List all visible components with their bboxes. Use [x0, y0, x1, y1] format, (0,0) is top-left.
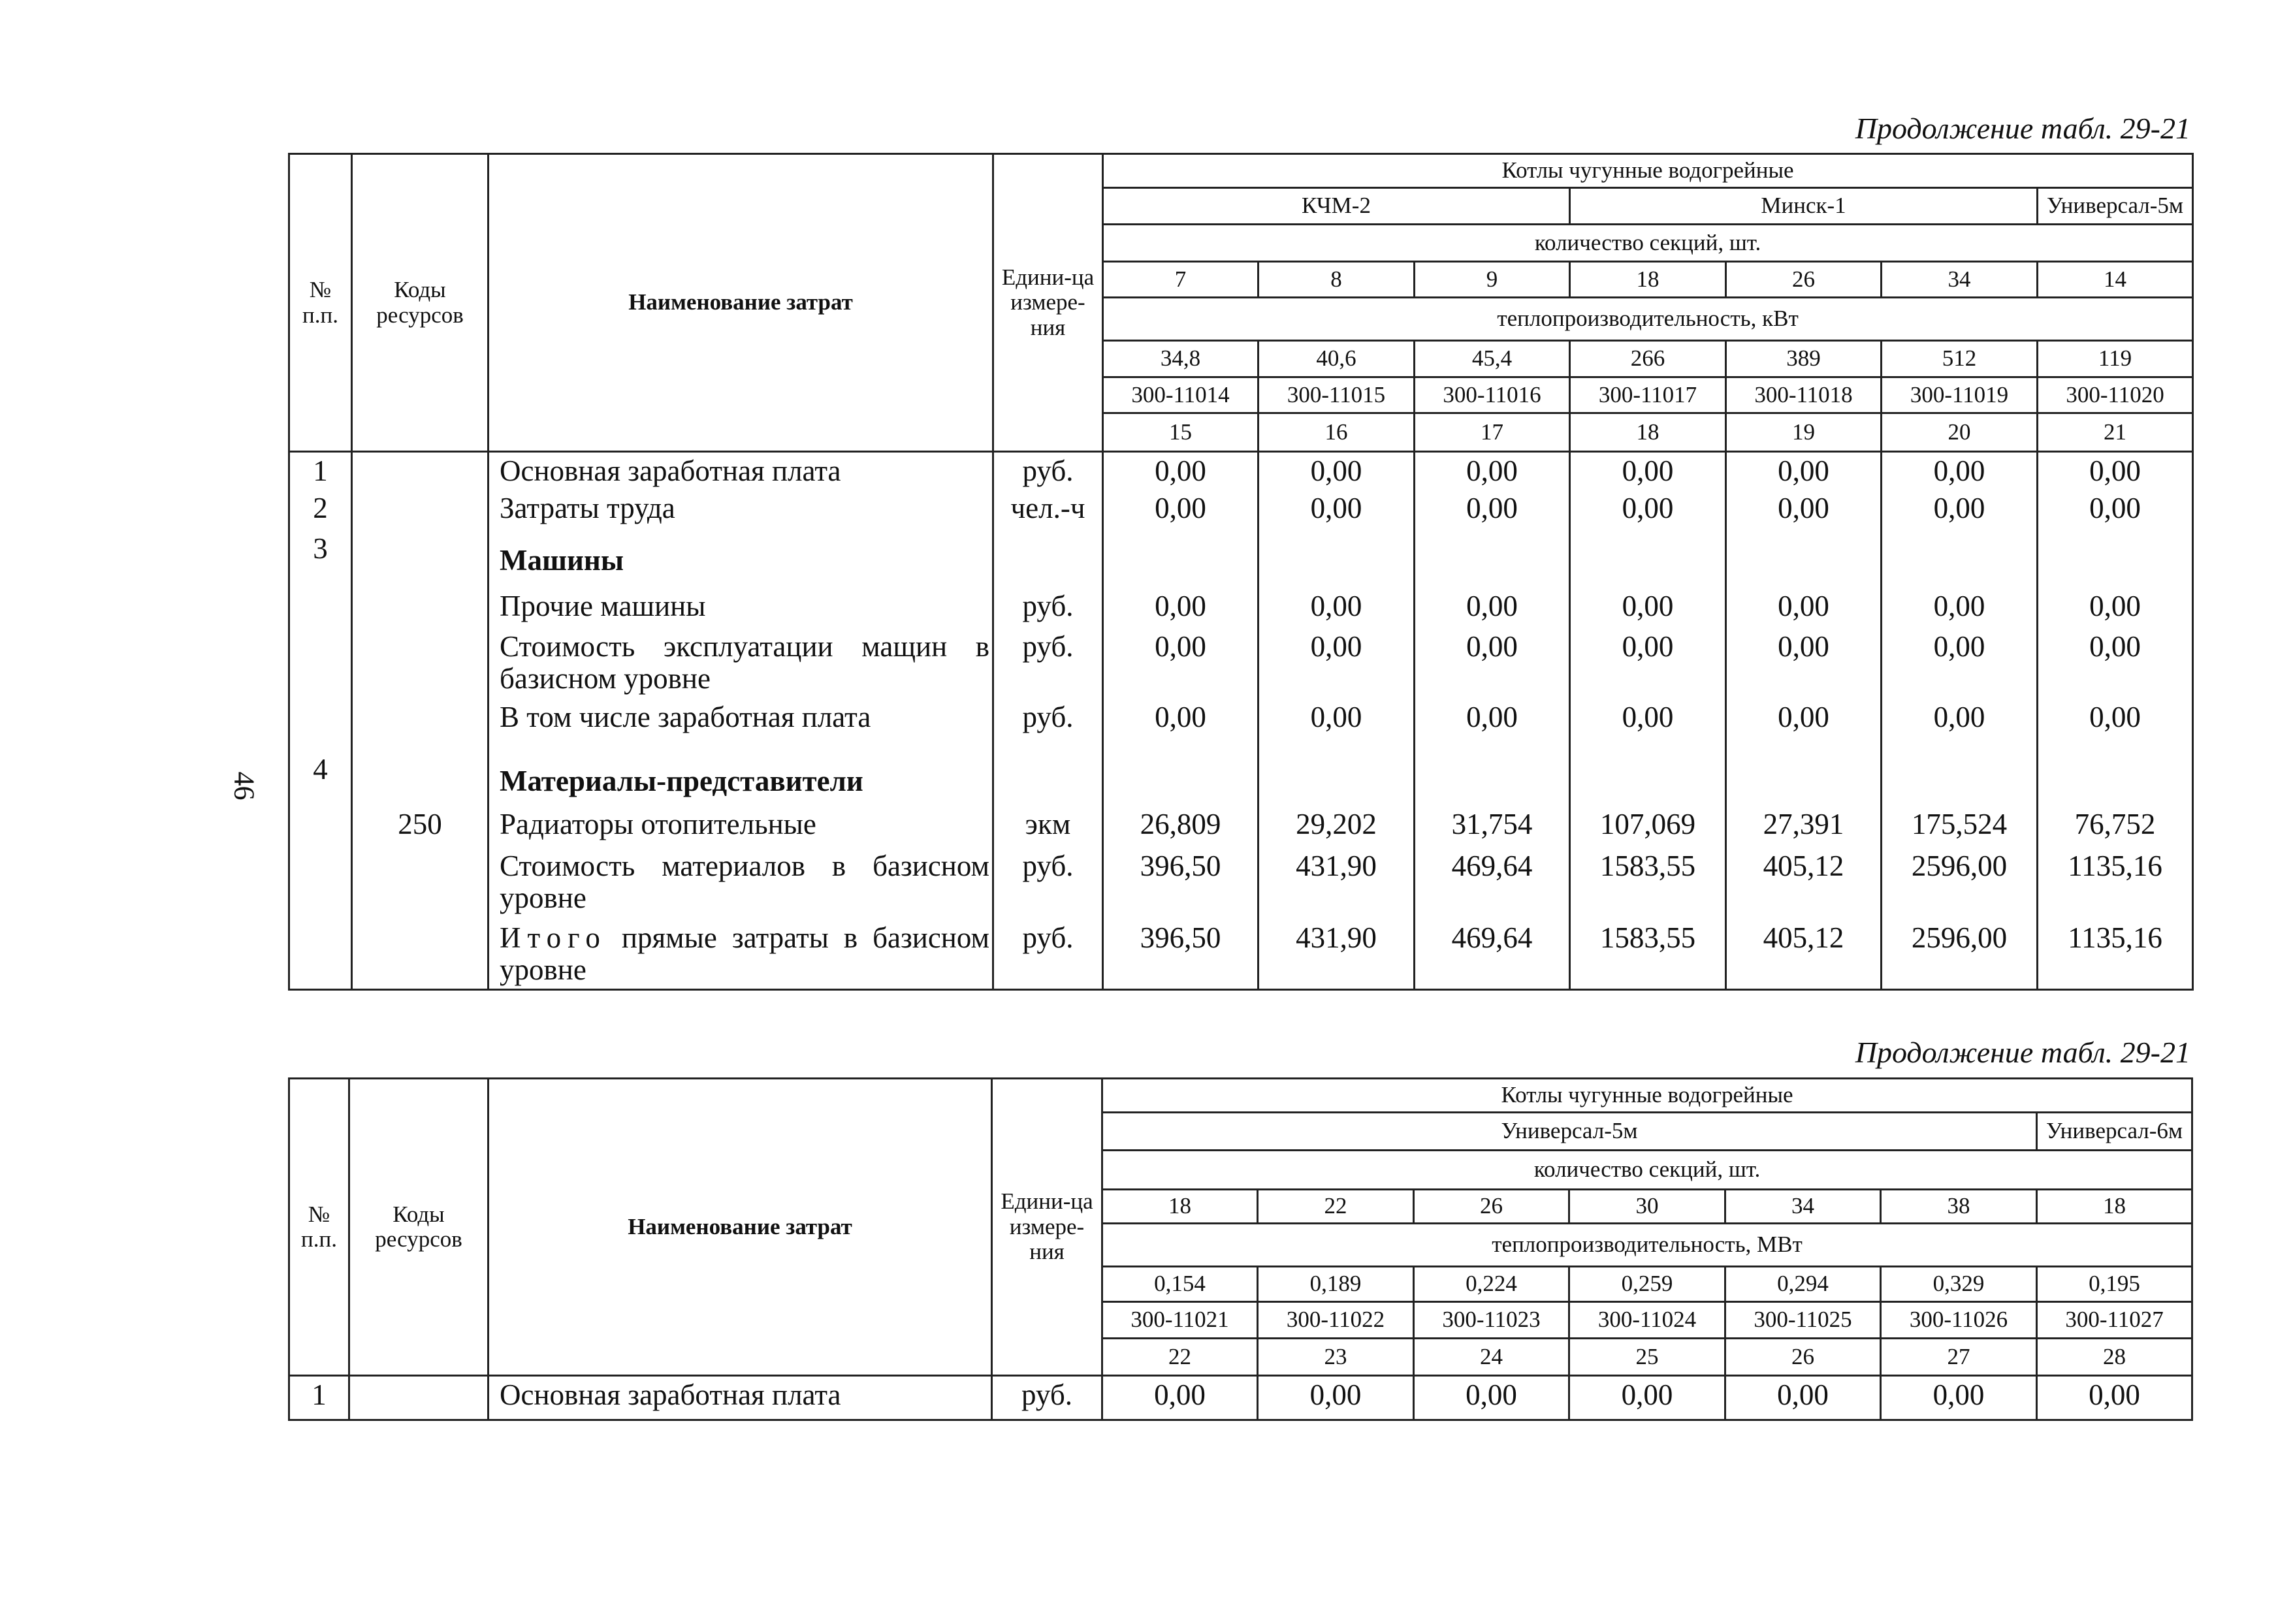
power-value: 40,6 — [1259, 341, 1415, 377]
row-resource-code — [352, 751, 489, 806]
resource-code: 300-11022 — [1258, 1302, 1414, 1339]
row-value: 1583,55 — [1570, 848, 1726, 919]
row-value: 0,00 — [1726, 699, 1882, 751]
row-value: 0,00 — [1881, 1376, 2037, 1420]
row-value: 0,00 — [1882, 490, 2038, 530]
row-value: 0,00 — [2038, 699, 2193, 751]
table-row — [289, 490, 2193, 530]
header-power: теплопроизводительность, кВт — [1103, 298, 2193, 341]
table-row — [289, 452, 2193, 490]
row-value — [2038, 530, 2193, 588]
row-value: 0,00 — [1726, 628, 1882, 699]
row-value: 0,00 — [1570, 490, 1726, 530]
row-unit: руб. — [993, 588, 1103, 628]
cost-table-1 — [288, 153, 2194, 991]
table-row — [289, 1376, 2192, 1420]
row-value: 0,00 — [1725, 1376, 1881, 1420]
row-value: 2596,00 — [1882, 848, 2038, 919]
row-unit: чел.-ч — [993, 490, 1103, 530]
sections-value: 26 — [1726, 262, 1882, 298]
row-number: 1 — [289, 1376, 349, 1420]
column-number: 16 — [1259, 413, 1415, 452]
row-value — [1259, 751, 1415, 806]
row-resource-code — [352, 588, 489, 628]
row-value: 0,00 — [1726, 588, 1882, 628]
row-value: 0,00 — [2038, 452, 2193, 490]
column-number: 24 — [1414, 1339, 1569, 1376]
row-value — [1882, 530, 2038, 588]
sections-value: 34 — [1882, 262, 2038, 298]
row-name: Затраты труда — [489, 490, 993, 530]
row-name: Радиаторы отопительные — [489, 806, 993, 848]
sections-value: 7 — [1103, 262, 1259, 298]
row-value — [1103, 751, 1259, 806]
sections-value: 8 — [1259, 262, 1415, 298]
header-sections: количество секций, шт. — [1103, 225, 2193, 262]
sections-value: 18 — [2037, 1190, 2192, 1224]
column-number: 23 — [1258, 1339, 1414, 1376]
row-value: 107,069 — [1570, 806, 1726, 848]
row-resource-code — [352, 452, 489, 490]
row-value: 0,00 — [1882, 699, 2038, 751]
header-power: теплопроизводительность, МВт — [1102, 1224, 2192, 1267]
row-value: 0,00 — [1103, 699, 1259, 751]
header-unit: Едини-ца измере-ния — [993, 154, 1103, 452]
row-value: 0,00 — [1259, 490, 1415, 530]
resource-code: 300-11025 — [1725, 1302, 1881, 1339]
row-number: 2 — [289, 490, 352, 530]
header-group: Котлы чугунные водогрейные — [1103, 154, 2193, 188]
row-resource-code: 250 — [352, 806, 489, 848]
row-resource-code — [349, 1376, 489, 1420]
column-number: 22 — [1102, 1339, 1258, 1376]
model-universal5m: Универсал-5м — [1102, 1113, 2037, 1151]
power-value: 45,4 — [1415, 341, 1570, 377]
sections-value: 22 — [1258, 1190, 1414, 1224]
power-value: 119 — [2038, 341, 2193, 377]
row-value: 0,00 — [2038, 628, 2193, 699]
table-row — [289, 699, 2193, 751]
row-value: 396,50 — [1103, 919, 1259, 990]
power-value: 0,259 — [1569, 1267, 1725, 1302]
row-number — [289, 628, 352, 699]
row-value: 0,00 — [2037, 1376, 2192, 1420]
model-minsk1: Минск-1 — [1570, 188, 2038, 225]
row-value: 76,752 — [2038, 806, 2193, 848]
row-value: 0,00 — [1415, 699, 1570, 751]
row-unit — [993, 751, 1103, 806]
row-name: Итого прямые затраты в базисном уровне — [489, 919, 993, 990]
row-value: 396,50 — [1103, 848, 1259, 919]
model-universal5m: Универсал-5м — [2038, 188, 2193, 225]
table-row — [289, 530, 2193, 588]
row-value: 1135,16 — [2038, 848, 2193, 919]
row-value — [1570, 751, 1726, 806]
column-number: 20 — [1882, 413, 2038, 452]
resource-code: 300-11015 — [1259, 377, 1415, 413]
row-value: 405,12 — [1726, 919, 1882, 990]
row-value: 2596,00 — [1882, 919, 2038, 990]
row-resource-code — [352, 490, 489, 530]
column-number: 19 — [1726, 413, 1882, 452]
row-resource-code — [352, 919, 489, 990]
row-value — [1726, 751, 1882, 806]
header-name: Наименование затрат — [489, 154, 993, 452]
cost-table-2 — [288, 1077, 2193, 1421]
column-number: 15 — [1103, 413, 1259, 452]
row-value: 0,00 — [1726, 490, 1882, 530]
table-row — [289, 848, 2193, 919]
column-number: 27 — [1881, 1339, 2037, 1376]
row-number — [289, 919, 352, 990]
row-value: 0,00 — [1415, 588, 1570, 628]
resource-code: 300-11016 — [1415, 377, 1570, 413]
row-value: 0,00 — [1570, 452, 1726, 490]
row-number: 3 — [289, 530, 352, 588]
table-row — [289, 588, 2193, 628]
row-value — [1415, 530, 1570, 588]
row-value: 0,00 — [1726, 452, 1882, 490]
row-number — [289, 588, 352, 628]
header-codes: Коды ресурсов — [349, 1079, 489, 1376]
resource-code: 300-11017 — [1570, 377, 1726, 413]
row-value — [1726, 530, 1882, 588]
row-value: 0,00 — [1258, 1376, 1414, 1420]
resource-code: 300-11027 — [2037, 1302, 2192, 1339]
resource-code: 300-11023 — [1414, 1302, 1569, 1339]
row-value: 0,00 — [1415, 490, 1570, 530]
column-number: 25 — [1569, 1339, 1725, 1376]
row-name: Основная заработная плата — [489, 452, 993, 490]
power-value: 34,8 — [1103, 341, 1259, 377]
row-value: 0,00 — [1259, 699, 1415, 751]
column-number: 18 — [1570, 413, 1726, 452]
row-value: 1583,55 — [1570, 919, 1726, 990]
row-resource-code — [352, 848, 489, 919]
row-value: 0,00 — [1415, 452, 1570, 490]
power-value: 0,189 — [1258, 1267, 1414, 1302]
row-value: 31,754 — [1415, 806, 1570, 848]
resource-code: 300-11020 — [2038, 377, 2193, 413]
sections-value: 38 — [1881, 1190, 2037, 1224]
header-codes: Коды ресурсов — [352, 154, 489, 452]
row-value: 469,64 — [1415, 848, 1570, 919]
row-value: 0,00 — [2038, 490, 2193, 530]
header-unit: Едини-ца измере-ния — [992, 1079, 1102, 1376]
table-row — [289, 751, 2193, 806]
row-number — [289, 806, 352, 848]
row-name: Стоимость эксплуатации мащин в базисном уровне — [489, 628, 993, 699]
row-resource-code — [352, 699, 489, 751]
row-value: 0,00 — [1569, 1376, 1725, 1420]
sections-value: 18 — [1102, 1190, 1258, 1224]
row-value — [1570, 530, 1726, 588]
row-unit: руб. — [992, 1376, 1102, 1420]
column-number: 28 — [2037, 1339, 2192, 1376]
resource-code: 300-11019 — [1882, 377, 2038, 413]
table-caption-2: Продолжение табл. 29-21 — [1855, 1036, 2190, 1069]
row-value: 0,00 — [1882, 628, 2038, 699]
row-value: 0,00 — [1103, 490, 1259, 530]
sections-value: 14 — [2038, 262, 2193, 298]
power-value: 266 — [1570, 341, 1726, 377]
power-value: 0,154 — [1102, 1267, 1258, 1302]
column-number: 21 — [2038, 413, 2193, 452]
row-value — [1415, 751, 1570, 806]
column-number: 26 — [1725, 1339, 1881, 1376]
row-value — [1882, 751, 2038, 806]
row-unit: руб. — [993, 628, 1103, 699]
row-value: 469,64 — [1415, 919, 1570, 990]
row-resource-code — [352, 530, 489, 588]
row-value — [1259, 530, 1415, 588]
row-value: 1135,16 — [2038, 919, 2193, 990]
row-value: 0,00 — [1102, 1376, 1258, 1420]
row-unit: руб. — [993, 452, 1103, 490]
header-group: Котлы чугунные водогрейные — [1102, 1079, 2192, 1113]
column-number: 17 — [1415, 413, 1570, 452]
power-value: 512 — [1882, 341, 2038, 377]
row-number: 4 — [289, 751, 352, 806]
row-value: 0,00 — [1103, 628, 1259, 699]
row-value: 26,809 — [1103, 806, 1259, 848]
row-number — [289, 699, 352, 751]
row-name: Стоимость материалов в базисном уровне — [489, 848, 993, 919]
header-num: № п.п. — [289, 154, 352, 452]
page-number: 46 — [228, 771, 261, 801]
row-value: 0,00 — [1259, 628, 1415, 699]
row-name: Материалы-представители — [489, 751, 993, 806]
row-unit: руб. — [993, 848, 1103, 919]
sections-value: 18 — [1570, 262, 1726, 298]
resource-code: 300-11018 — [1726, 377, 1882, 413]
resource-code: 300-11014 — [1103, 377, 1259, 413]
row-value: 405,12 — [1726, 848, 1882, 919]
power-value: 0,224 — [1414, 1267, 1569, 1302]
header-sections: количество секций, шт. — [1102, 1151, 2192, 1190]
row-value: 0,00 — [2038, 588, 2193, 628]
sections-value: 9 — [1415, 262, 1570, 298]
row-value: 0,00 — [1259, 588, 1415, 628]
row-value: 0,00 — [1103, 588, 1259, 628]
row-value: 0,00 — [1103, 452, 1259, 490]
row-value: 0,00 — [1415, 628, 1570, 699]
row-unit: руб. — [993, 919, 1103, 990]
row-value — [2038, 751, 2193, 806]
sections-value: 26 — [1414, 1190, 1569, 1224]
table-row — [289, 919, 2193, 990]
header-name: Наименование затрат — [489, 1079, 992, 1376]
row-value: 0,00 — [1570, 628, 1726, 699]
row-value: 0,00 — [1570, 588, 1726, 628]
power-value: 0,195 — [2037, 1267, 2192, 1302]
model-universal6m: Универсал-6м — [2037, 1113, 2192, 1151]
row-value: 431,90 — [1259, 848, 1415, 919]
row-value: 29,202 — [1259, 806, 1415, 848]
row-name: В том числе заработная плата — [489, 699, 993, 751]
row-unit: руб. — [993, 699, 1103, 751]
row-value: 0,00 — [1882, 588, 2038, 628]
table-caption-1: Продолжение табл. 29-21 — [1855, 112, 2190, 145]
sections-value: 30 — [1569, 1190, 1725, 1224]
table-row — [289, 628, 2193, 699]
row-number: 1 — [289, 452, 352, 490]
table-row — [289, 806, 2193, 848]
row-name: Прочие машины — [489, 588, 993, 628]
row-value: 0,00 — [1259, 452, 1415, 490]
resource-code: 300-11026 — [1881, 1302, 2037, 1339]
row-value: 0,00 — [1882, 452, 2038, 490]
row-value: 0,00 — [1414, 1376, 1569, 1420]
row-value: 0,00 — [1570, 699, 1726, 751]
row-unit — [993, 530, 1103, 588]
sections-value: 34 — [1725, 1190, 1881, 1224]
power-value: 389 — [1726, 341, 1882, 377]
row-value: 431,90 — [1259, 919, 1415, 990]
row-name: Машины — [489, 530, 993, 588]
row-resource-code — [352, 628, 489, 699]
resource-code: 300-11021 — [1102, 1302, 1258, 1339]
power-value: 0,329 — [1881, 1267, 2037, 1302]
header-num: № п.п. — [289, 1079, 349, 1376]
row-value: 27,391 — [1726, 806, 1882, 848]
row-value: 175,524 — [1882, 806, 2038, 848]
resource-code: 300-11024 — [1569, 1302, 1725, 1339]
row-name: Основная заработная плата — [489, 1376, 992, 1420]
model-kchm2: КЧМ-2 — [1103, 188, 1570, 225]
power-value: 0,294 — [1725, 1267, 1881, 1302]
row-value — [1103, 530, 1259, 588]
row-unit: экм — [993, 806, 1103, 848]
row-number — [289, 848, 352, 919]
